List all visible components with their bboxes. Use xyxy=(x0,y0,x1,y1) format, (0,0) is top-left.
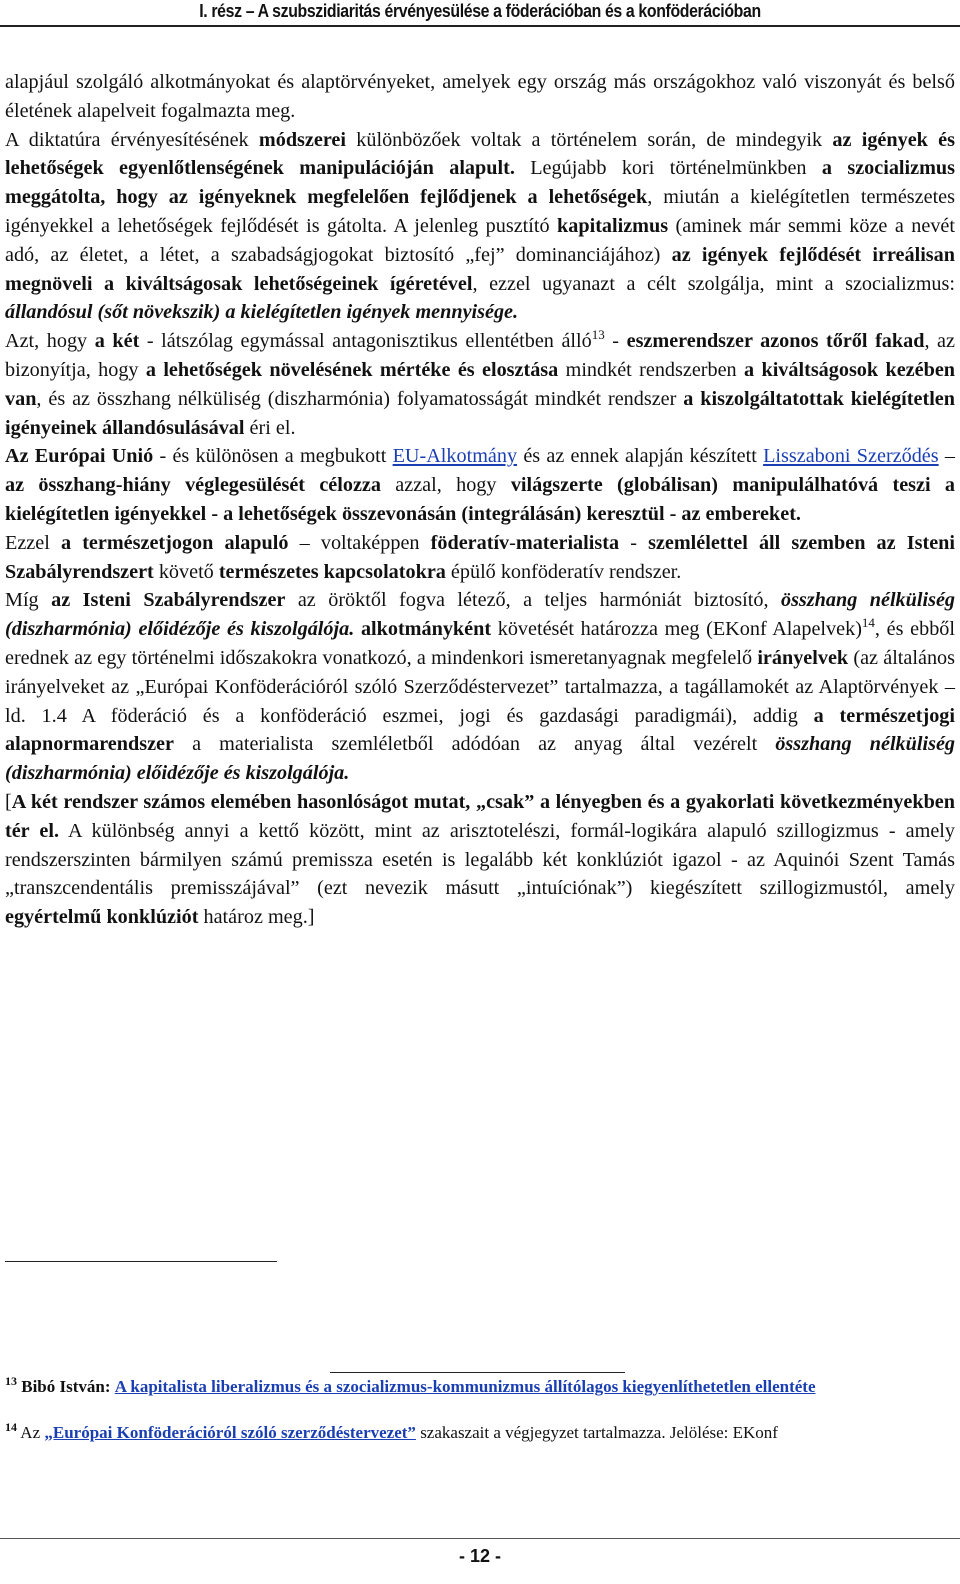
text: az öröktől fogva létező, a teljes harmóniát biztosító, xyxy=(285,589,781,612)
text: – xyxy=(938,445,955,468)
text: Míg xyxy=(5,589,52,612)
text: alapjául szolgáló alkotmányokat és alaptörvényeket, amelyek egy ország más országokhoz való viszonyát és belső életének alapelveit fogalmazta meg. xyxy=(5,71,955,122)
footnote-author: Bibó István: xyxy=(21,1377,111,1396)
text: - xyxy=(604,330,627,353)
text: éri el. xyxy=(244,416,296,439)
bold-text: szemlélettel áll szemben az Isteni Szabályrendszert xyxy=(5,531,955,583)
paragraph-4 xyxy=(5,442,955,528)
paragraph-3 xyxy=(5,327,955,442)
text: [ xyxy=(5,790,12,813)
text: , és az összhang nélküliség (diszharmónia) folyamatosságát mindkét rendszer xyxy=(36,387,684,410)
page-number: - 12 - xyxy=(458,1546,501,1566)
body-text xyxy=(5,68,955,932)
text: A diktatúra érvényesítésének xyxy=(5,128,259,151)
bold-text: az összhang-hiány véglegesülését célozza xyxy=(5,474,381,497)
lisszaboni-szerzodes-link[interactable]: Lisszaboni Szerződés xyxy=(763,445,939,468)
bold-italic-text: állandósul (sőt növekszik) a kielégítetlen igények mennyisége. xyxy=(5,301,519,324)
bold-text: kapitalizmus xyxy=(557,214,669,237)
bold-text: az igények és lehetőségek egyenlőtlenségének manipulációján alapult xyxy=(5,128,955,180)
paragraph-5 xyxy=(5,529,955,587)
bold-text: a kiváltságosok kezében van xyxy=(5,358,956,410)
text: követő xyxy=(153,560,219,583)
footnotes xyxy=(5,1375,955,1467)
header-rule xyxy=(0,25,960,27)
text: - látszólag egymással antagonisztikus ellentétben álló xyxy=(139,330,592,353)
bold-text: a lehetőségek növelésének mértéke és elosztása xyxy=(145,358,559,381)
bold-text: egyértelmű konklúziót xyxy=(5,906,199,929)
paragraph-6 xyxy=(5,586,955,788)
text: épülő konföderatív rendszer. xyxy=(445,560,682,583)
bold-text: módszerei xyxy=(258,128,346,151)
text: követését határozza meg (EKonf Alapelvek) xyxy=(491,618,862,641)
page-header xyxy=(0,0,960,27)
text-end-rule xyxy=(5,1261,277,1262)
text: a materialista szemléletből adódóan az anyag által vezérelt xyxy=(173,733,776,756)
text: , és ebből erednek az egy történelmi időszakokra vonatkozó, a mindenkori ismeretanyagnak megfelelő xyxy=(5,618,956,669)
bold-text: . xyxy=(509,157,515,180)
footnote-13 xyxy=(5,1375,955,1399)
bold-text: alkotmányként xyxy=(360,618,492,641)
text xyxy=(354,618,361,640)
text: - xyxy=(619,531,649,554)
text: különbözőek voltak a történelem során, de mindegyik xyxy=(346,128,833,151)
footnote-number: 14 xyxy=(5,1420,17,1434)
paragraph-1 xyxy=(5,68,955,126)
text: Legújabb kori történelmünkben xyxy=(514,157,822,180)
text: azzal, hogy xyxy=(380,474,511,497)
bold-text: a szocializmus meggátolta, hogy az igényeknek megfelelően fejlődjenek a lehetőségek xyxy=(5,157,955,209)
bold-text: eszmerendszer azonos tőről fakad xyxy=(626,330,925,353)
bold-text: világszerte (globálisan) manipulálhatóvá teszi a kielégítetlen igényekkel - a lehetőségek összevonásán (integrálásán) keresztül - az embereket. xyxy=(5,474,955,525)
bold-italic-text: összhang nélküliség (diszharmónia) előidézője és kiszolgálója. xyxy=(5,733,955,785)
bold-text: irányelvek xyxy=(757,646,849,669)
bold-text: A két rendszer számos elemében hasonlóságot mutat, „csak” a lényegben és a gyakorlati következményekben tér el. xyxy=(5,790,955,842)
footnote-number: 13 xyxy=(5,1374,17,1388)
bold-italic-text: összhang nélküliség (diszharmónia) előidézője és kiszolgálója. xyxy=(5,589,955,641)
bold-text: Az Európai Unió xyxy=(5,445,154,468)
text: határoz meg.] xyxy=(198,906,315,929)
text: (aminek már semmi köze a nevét adó, az életet, a létet, a szabadságjogokat biztosító „fej” dominanciájához) xyxy=(5,214,955,266)
bold-text: a természetjogon alapuló xyxy=(60,531,289,554)
bold-text: a természetjogi alapnormarendszer xyxy=(5,704,955,756)
eu-alkotmany-link[interactable]: EU-Alkotmány xyxy=(392,445,518,468)
footnote-14-link[interactable]: „Európai Konföderációról szóló szerződéstervezet” xyxy=(44,1423,416,1442)
text: , az bizonyítja, hogy xyxy=(5,330,955,381)
bold-text: materialista xyxy=(515,531,620,554)
text: (az általános irányelveket az „Európai Konföderációról szóló Szerződéstervezet” tartalmazza, a tagállamokét az Alaptörvények – ld. 1.4 A föderáció és a konföderáció eszmei, jogi és gazdasági paradigmái), addig xyxy=(5,646,955,727)
text: Az xyxy=(17,1423,45,1442)
text: , ezzel ugyanazt a célt szolgálja, mint a szocializmus: xyxy=(472,272,955,295)
text: A különbség annyi a kettő között, mint az arisztotelészi, formál-logikára alapuló szillogizmus - amely rendszerszinten bármilyen számú premissza esetén is legalább két konklúziót igazol - az Aquinói Szent Tamás „transzcendentális premisszájával” (ezt nevezik másutt „intuíciónak”) kiegészített szillogizmustól, amely xyxy=(5,819,955,900)
paragraph-7 xyxy=(5,788,955,932)
bold-text: az igények fejlődését irreálisan megnöveli a kiváltságosak lehetőségeinek ígéretével xyxy=(5,243,955,295)
bold-text: természetes kapcsolatokra xyxy=(218,560,446,583)
footer-rule xyxy=(0,1538,960,1539)
paragraph-2 xyxy=(5,126,955,328)
bold-text: föderatív xyxy=(430,531,510,554)
text: – voltaképpen xyxy=(288,531,431,554)
bold-text: az Isteni Szabályrendszer xyxy=(51,589,286,612)
text: Azt, hogy xyxy=(5,330,95,353)
footnote-ref-14[interactable]: 14 xyxy=(861,615,875,631)
footnote-separator xyxy=(330,1372,625,1373)
text: - xyxy=(509,531,516,554)
text: és az ennek alapján készített xyxy=(517,445,764,468)
text: Ezzel xyxy=(5,531,61,554)
bold-text: a kiszolgáltatottak kielégítetlen igényeinek állandósulásával xyxy=(5,387,955,439)
text: , miután a kielégítetlen természetes igényekkel a lehetőségek fejlődését is gátolta. A jelenleg pusztító xyxy=(5,186,955,237)
text: - és különösen a megbukott xyxy=(153,445,393,468)
text: szakaszait a végjegyzet tartalmazza. Jelölése: EKonf xyxy=(415,1423,778,1442)
bold-text: a két xyxy=(94,330,140,353)
text: mindkét rendszerben xyxy=(558,358,745,381)
footnote-ref-13[interactable]: 13 xyxy=(591,327,605,343)
header-title: I. rész – A szubszidiaritás érvényesülése a föderációban és a konföderációban xyxy=(199,1,761,21)
footnote-14 xyxy=(5,1421,955,1445)
footnote-13-link[interactable]: A kapitalista liberalizmus és a szocializmus-kommunizmus állítólagos kiegyenlíthetetlen ellentéte xyxy=(114,1377,816,1396)
